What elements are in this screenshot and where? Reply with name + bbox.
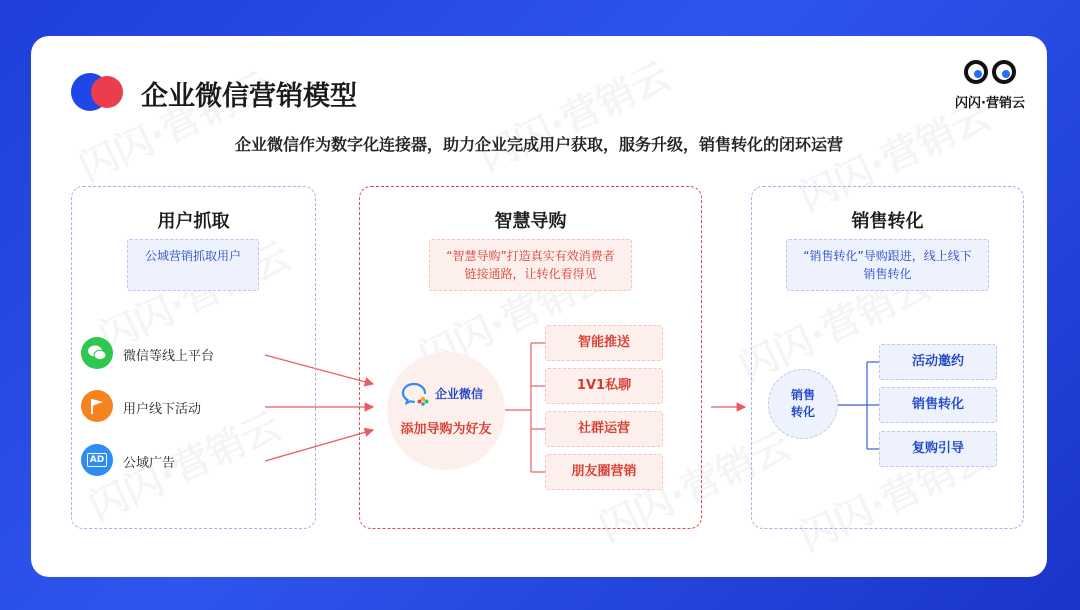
tag-moments-marketing: 朋友圈营销 (545, 454, 663, 490)
wework-hub (387, 352, 505, 470)
panel-title: 用户抓取 (157, 211, 230, 232)
right-note: “销售转化”导购跟进，线上线下 销售转化 (786, 239, 989, 291)
tag-smart-push: 智能推送 (545, 325, 663, 361)
mid-note: “智慧导购”打造真实有效消费者 链接通路，让转化看得见 (429, 239, 632, 291)
tag-1v1-chat: 1V1私聊 (545, 368, 663, 404)
page-subtitle: 企业微信作为数字化连接器，助力企业完成用户获取，服务升级，销售转化的闭环运营 (234, 135, 843, 154)
wework-icon (401, 382, 431, 406)
tag-sales-conversion: 销售转化 (879, 387, 997, 423)
wework-sub-label: 添加导购为好友 (400, 422, 492, 437)
flag-icon (81, 390, 113, 422)
panel-title: 销售转化 (851, 211, 924, 232)
wework-brand (401, 382, 501, 404)
wechat-icon (81, 337, 113, 369)
page-title: 企业微信营销模型 (141, 81, 357, 112)
source-label: 微信等线上平台 (123, 349, 215, 364)
main-card (31, 36, 1047, 577)
tag-repurchase: 复购引导 (879, 431, 997, 467)
sales-conversion-hub: 销售 转化 (768, 369, 838, 439)
tag-event-invite: 活动邀约 (879, 344, 997, 380)
left-note: 公域营销抓取用户 (127, 239, 259, 291)
tag-community-ops: 社群运营 (545, 411, 663, 447)
ad-icon: AD (81, 444, 113, 476)
brand-name: 闪闪·营销云 (955, 96, 1025, 111)
source-label: 用户线下活动 (123, 402, 202, 417)
panel-title: 智慧导购 (494, 211, 567, 232)
source-label: 公域广告 (123, 456, 176, 471)
wework-label: 企业微信 (435, 387, 484, 401)
